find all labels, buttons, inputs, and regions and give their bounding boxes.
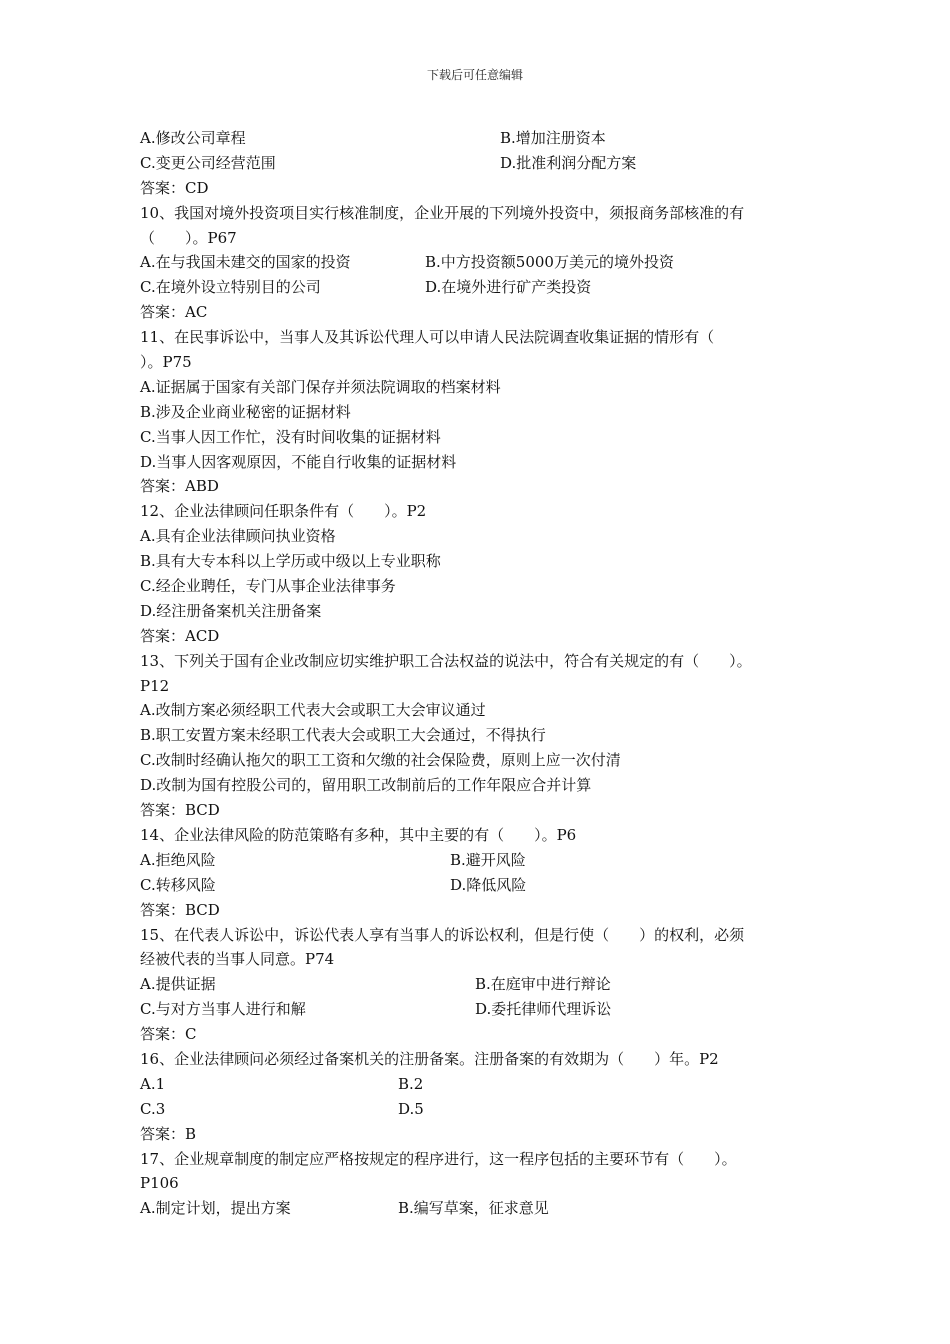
- question-stem-cont: （ ）。P67: [140, 228, 237, 247]
- answer: 答案：BCD: [140, 900, 220, 919]
- question-stem: 16、企业法律顾问必须经过备案机关的注册备案。注册备案的有效期为（ ）年。P2: [140, 1049, 719, 1068]
- option-c: C.经企业聘任，专门从事企业法律事务: [140, 577, 396, 596]
- option-row: [140, 873, 830, 898]
- option-b: B.增加注册资本: [500, 129, 606, 147]
- option-a: A.证据属于国家有关部门保存并须法院调取的档案材料: [140, 377, 501, 396]
- option-d: D.在境外进行矿产类投资: [425, 278, 592, 297]
- option-b: B.编写草案，征求意见: [398, 1199, 549, 1218]
- option-a: A.制定计划，提出方案: [140, 1199, 291, 1218]
- option-row: [140, 126, 830, 151]
- option-b: B.在庭审中进行辩论: [475, 975, 611, 994]
- answer: 答案：BCD: [140, 801, 220, 820]
- question-stem: 14、企业法律风险的防范策略有多种，其中主要的有（ ）。P6: [140, 825, 577, 844]
- option-b: B.避开风险: [450, 850, 526, 869]
- option-d: D.委托律师代理诉讼: [475, 1000, 612, 1019]
- option-a: A.1: [140, 1074, 166, 1093]
- option-d: D.改制为国有控股公司的，留用职工改制前后的工作年限应合并计算: [140, 776, 592, 795]
- option-c: C.3: [140, 1099, 166, 1118]
- option-a: A.修改公司章程: [140, 129, 246, 147]
- page-header: 下载后可任意编辑: [426, 68, 523, 82]
- question-stem-cont: P12: [140, 676, 170, 695]
- question-stem-cont: 经被代表的当事人同意。P74: [140, 950, 335, 969]
- question-stem: 17、企业规章制度的制定应严格按规定的程序进行，这一程序包括的主要环节有（ ）。: [140, 1149, 737, 1168]
- option-a: A.具有企业法律顾问执业资格: [140, 527, 336, 546]
- option-row: [140, 1097, 830, 1122]
- option-row: [140, 1072, 830, 1097]
- question-stem: 11、在民事诉讼中，当事人及其诉讼代理人可以申请人民法院调查收集证据的情形有（: [140, 328, 715, 347]
- option-b: B.2: [398, 1074, 424, 1093]
- option-row: [140, 1196, 830, 1221]
- option-a: A.在与我国未建交的国家的投资: [140, 253, 351, 272]
- answer: 答案：CD: [140, 178, 209, 197]
- answer: 答案：B: [140, 1124, 197, 1143]
- option-c: C.变更公司经营范围: [140, 153, 276, 172]
- question-stem-cont: P106: [140, 1174, 179, 1193]
- option-c: C.当事人因工作忙，没有时间收集的证据材料: [140, 427, 441, 446]
- option-b: B.中方投资额5000万美元的境外投资: [425, 253, 674, 272]
- option-b: B.职工安置方案未经职工代表大会或职工大会通过，不得执行: [140, 726, 546, 745]
- question-stem: 12、企业法律顾问任职条件有（ ）。P2: [140, 502, 427, 521]
- answer: 答案：AC: [140, 303, 208, 322]
- option-row: [140, 848, 830, 873]
- option-d: D.经注册备案机关注册备案: [140, 601, 322, 620]
- question-stem-cont: ）。P75: [140, 353, 192, 372]
- option-row: [140, 972, 830, 997]
- option-row: [140, 275, 830, 300]
- option-d: D.当事人因客观原因，不能自行收集的证据材料: [140, 452, 457, 471]
- option-d: D.5: [398, 1099, 424, 1118]
- question-stem: 13、下列关于国有企业改制应切实维护职工合法权益的说法中，符合有关规定的有（ ）。: [140, 651, 752, 670]
- option-b: B.具有大专本科以上学历或中级以上专业职称: [140, 552, 441, 571]
- option-a: A.提供证据: [140, 975, 216, 994]
- option-d: D.批准利润分配方案: [500, 153, 637, 172]
- option-c: C.与对方当事人进行和解: [140, 1000, 306, 1019]
- option-row: [140, 250, 830, 275]
- question-stem: 10、我国对境外投资项目实行核准制度，企业开展的下列境外投资中，须报商务部核准的有: [140, 203, 745, 222]
- option-c: C.改制时经确认拖欠的职工工资和欠缴的社会保险费，原则上应一次付清: [140, 751, 621, 770]
- answer: 答案：C: [140, 1025, 197, 1044]
- answer: 答案：ABD: [140, 477, 219, 496]
- option-b: B.涉及企业商业秘密的证据材料: [140, 402, 351, 421]
- question-stem: 15、在代表人诉讼中，诉讼代表人享有当事人的诉讼权利，但是行使（ ）的权利，必须: [140, 925, 745, 944]
- exam-content: [140, 126, 830, 1221]
- option-a: A.改制方案必须经职工代表大会或职工大会审议通过: [140, 701, 486, 720]
- option-row: [140, 151, 830, 176]
- option-c: C.在境外设立特别目的公司: [140, 278, 321, 297]
- option-a: A.拒绝风险: [140, 850, 216, 869]
- answer: 答案：ACD: [140, 626, 220, 645]
- option-row: [140, 997, 830, 1022]
- option-c: C.转移风险: [140, 875, 216, 894]
- option-d: D.降低风险: [450, 875, 527, 894]
